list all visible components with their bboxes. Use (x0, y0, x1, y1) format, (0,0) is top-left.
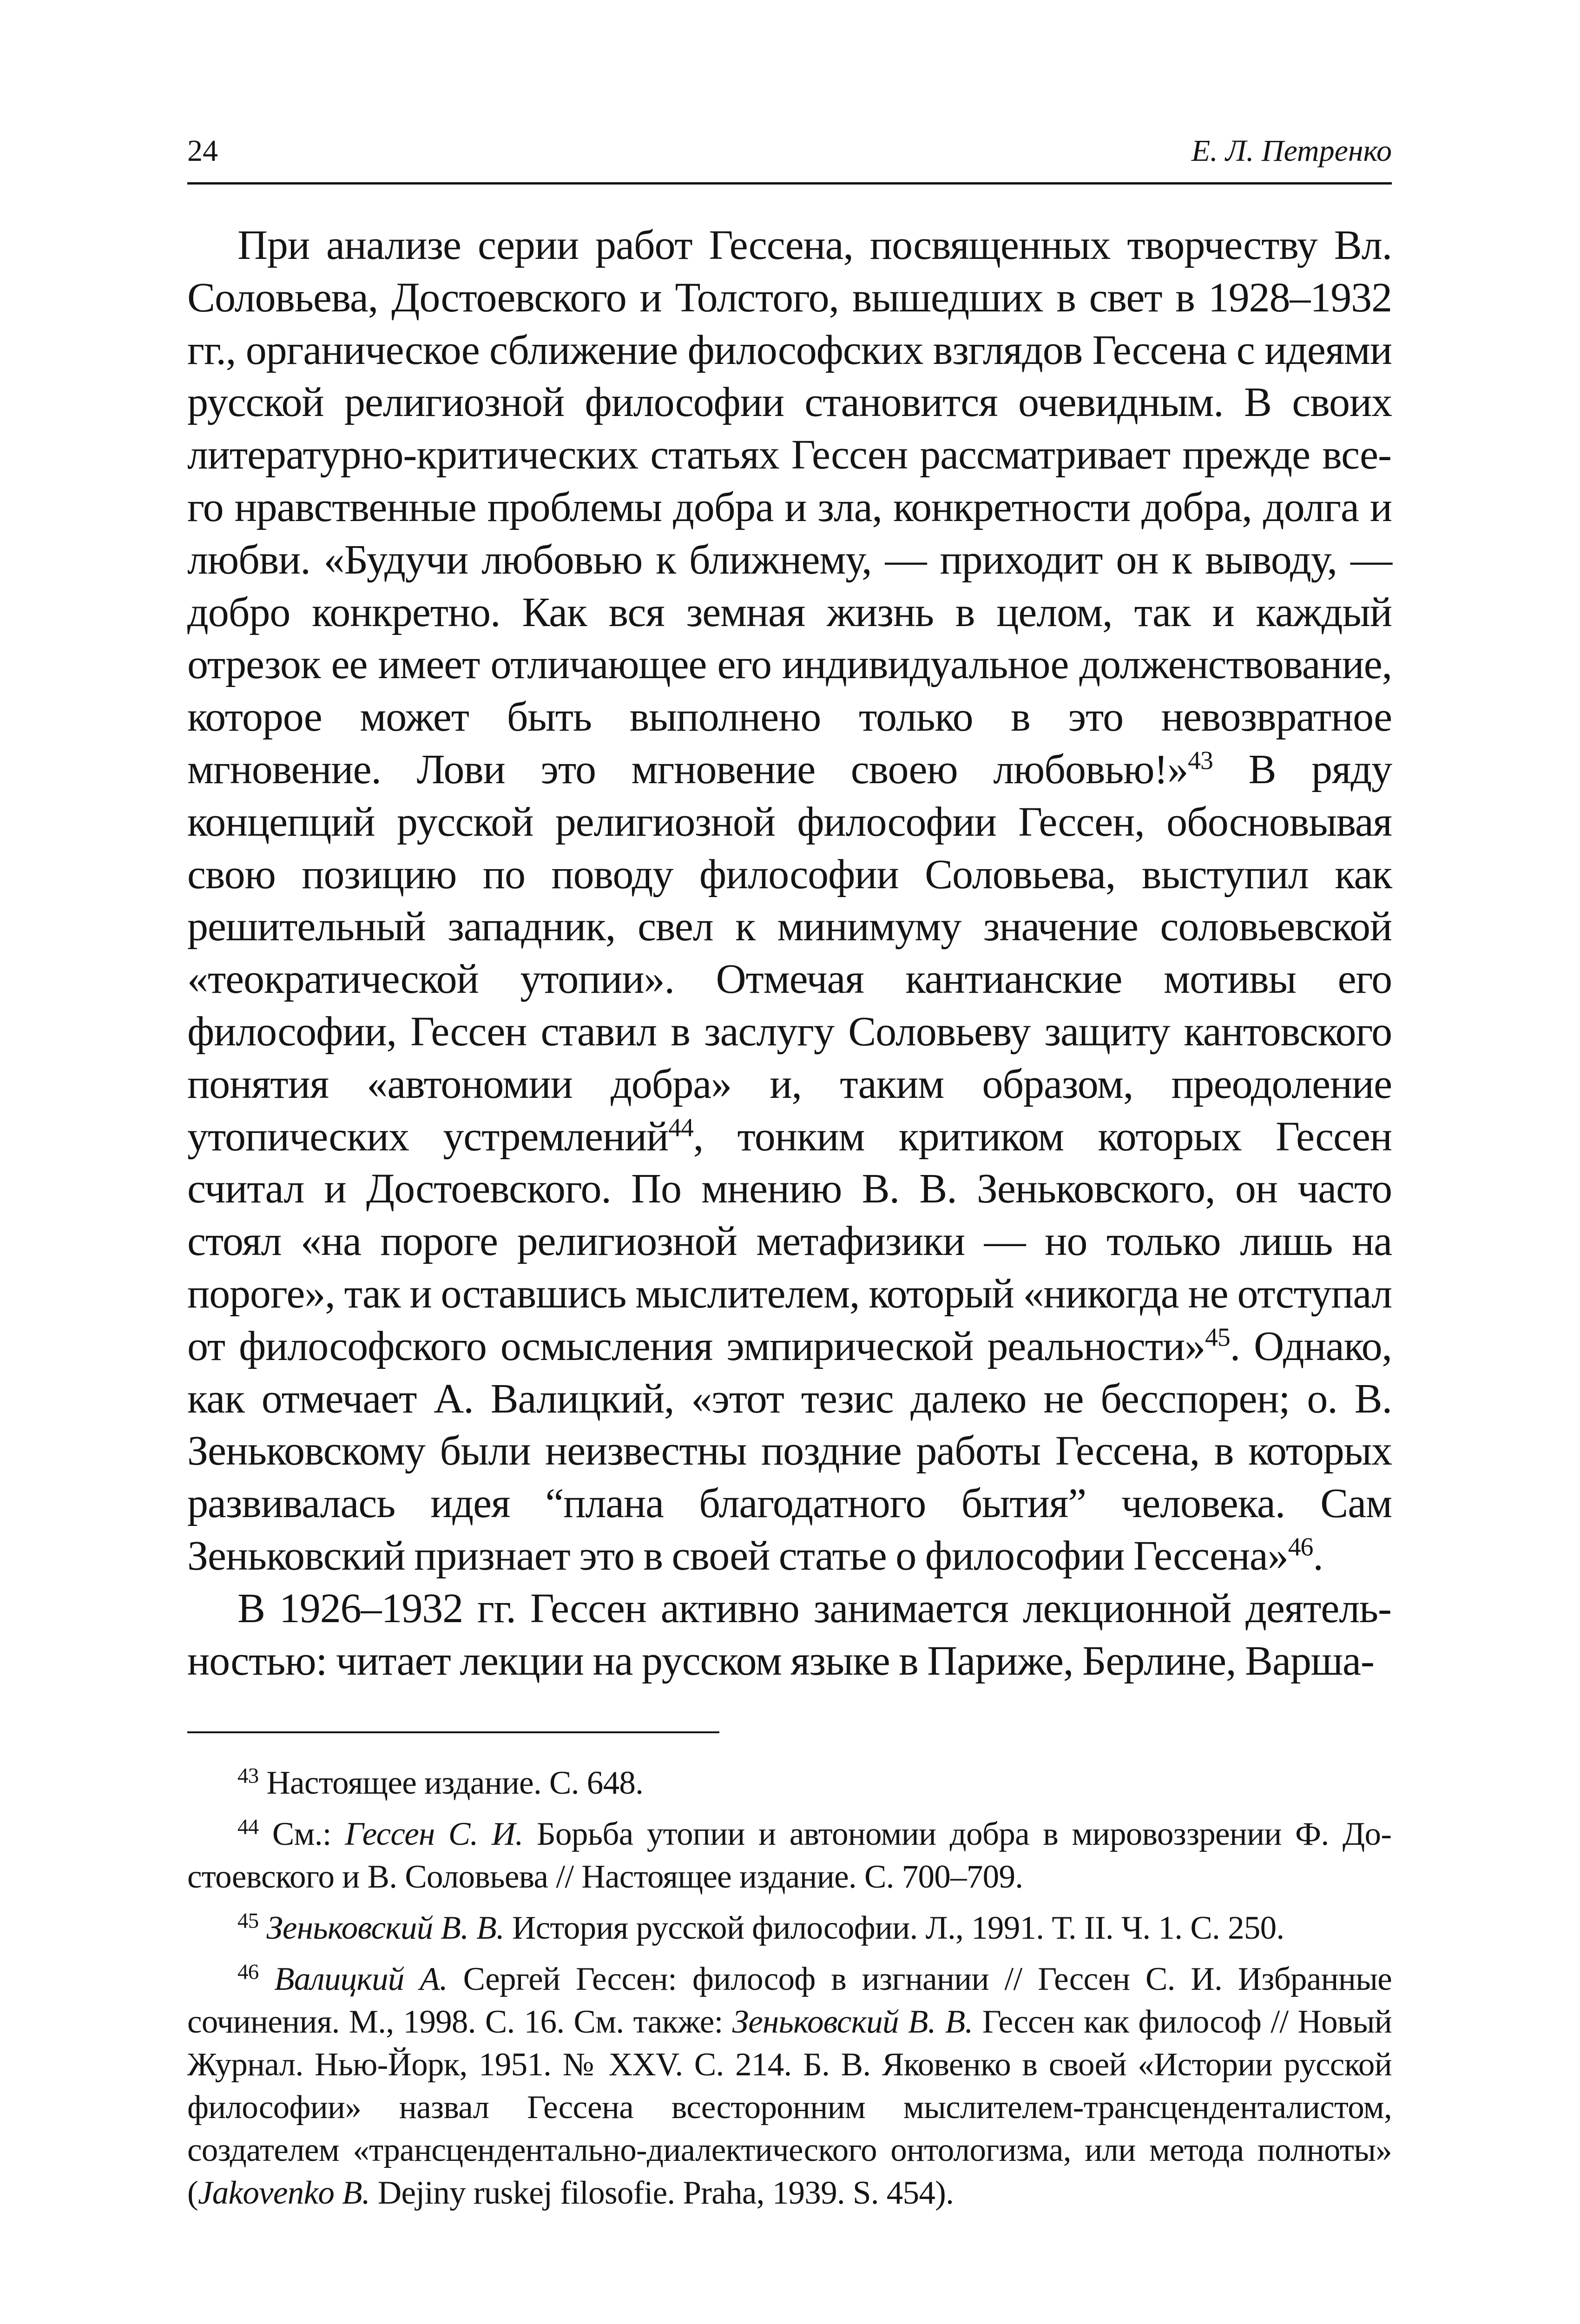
footnote-ref-44: 44 (668, 1113, 693, 1142)
footnote-ref-45: 45 (1205, 1323, 1230, 1352)
footnote-rule (187, 1731, 719, 1733)
footnote-46-author-2: Зеньковский В. В. (732, 2004, 973, 2040)
footnote-46-text-1: Сергей Гессен: философ в изгнании // Гессен С. И. Избранные сочинения. М., 1998. С. 16. См. также: (187, 1961, 1392, 2040)
running-header (187, 125, 1392, 177)
footnote-45-text: История русской философии. Л., 1991. Т. II. Ч. 1. С. 250. (504, 1910, 1284, 1946)
page-number: 24 (187, 134, 218, 168)
header-rule (187, 182, 1392, 185)
footnote-ref-46: 46 (1288, 1532, 1313, 1562)
footnote-43-text: Настоящее издание. С. 648. (258, 1765, 644, 1801)
paragraph-1-part-2: В ряду концепций русской религиозной философии Гессен, обосновывая свою позицию по поводу философии Соловьева, выступил как решительный западник, свел к минимуму значение соловьевской «теократической утопии». Отмечая кантианские мотивы его философии, Гессен ставил в заслугу Соловьеву защиту кантовского понятия «автономии добра» и, таким образом, преодоление утопических устремлений (187, 746, 1392, 1160)
footnotes (187, 1762, 1392, 2223)
footnote-46 (187, 1958, 1392, 2214)
footnote-45-mark: 45 (237, 1908, 259, 1933)
footnote-46-author-3: Jakovenko B. (198, 2175, 370, 2211)
footnote-45 (187, 1907, 1392, 1949)
footnote-43 (187, 1762, 1392, 1804)
paragraph-1 (187, 219, 1392, 1583)
paragraph-1-part-1: При анализе серии работ Гессена, посвященных творчеству Вл. Соловьева, Достоевского и Толстого, вышедших в свет в 1928–1932 гг., органическое сближение философских взглядов Гессена с идеями русской религиозной философии становится очевидным. В своих литературно-критических статьях Гессен рассматривает прежде всего нравственные проблемы добра и зла, конкретности добра, долга и любви. «Будучи любовью к ближнему, — приходит он к выводу, — добро конкретно. Как вся земная жизнь в целом, так и каждый отрезок ее имеет отличающее его индивидуальное долженствование, которое может быть выполнено только в это невозвратное мгновение. Лови это мгновение своею любовью!» (187, 222, 1392, 792)
footnote-44 (187, 1813, 1392, 1898)
main-text (187, 219, 1392, 1687)
footnote-46-text-2: Гессен как философ // Новый Журнал. Нью-Йорк, 1951. № XXV. С. 214. Б. В. Яковенко в своей «Истории русской философии» назвал Гессена всесторонним мыслителем-трансценденталистом, создателем «трансцендентально-диалектического онтологизма, или метода полноты» ( (187, 2004, 1392, 2211)
running-header-author: Е. Л. Петренко (1191, 134, 1392, 168)
footnote-46-author-1: Валицкий А. (258, 1961, 448, 1997)
footnote-43-mark: 43 (237, 1763, 259, 1788)
footnote-46-text-3: Dejiny ruskej filosofie. Praha, 1939. S. 454). (369, 2175, 954, 2211)
footnote-44-text: Борьба утопии и автономии добра в мировоззрении Ф. Достоевского и В. Соловьева // Настоящее издание. С. 700–709. (187, 1816, 1392, 1895)
footnote-ref-43: 43 (1188, 746, 1213, 775)
paragraph-2: В 1926–1932 гг. Гессен активно занимается лекционной деятельностью: читает лекции на русском языке в Париже, Берлине, Варша- (187, 1585, 1392, 1684)
book-page (187, 0, 1392, 2324)
paragraph-1-part-5: . (1313, 1532, 1323, 1579)
footnote-45-author: Зеньковский В. В. (258, 1910, 504, 1946)
footnote-44-mark: 44 (237, 1815, 259, 1839)
paragraph-1-part-4: . Однако, как отмечает А. Валицкий, «этот тезис далеко не бесспорен; о. В. Зеньковскому были неизвестны поздние работы Гессена, в которых развивалась идея “плана благодатного бытия” человека. Сам Зеньковский признает это в своей статье о философии Гессена» (187, 1323, 1392, 1579)
footnote-44-prefix: См.: (258, 1816, 345, 1852)
footnote-46-mark: 46 (237, 1960, 259, 1984)
paragraph-1-part-3: , тонким критиком которых Гессен считал и Достоевского. По мнению В. В. Зеньковского, он часто стоял «на пороге религиозной метафизики — но только лишь на пороге», так и оставшись мыслителем, который «никогда не отступал от философского осмысления эмпирической реальности» (187, 1113, 1392, 1369)
footnote-44-author: Гессен С. И. (345, 1816, 523, 1852)
